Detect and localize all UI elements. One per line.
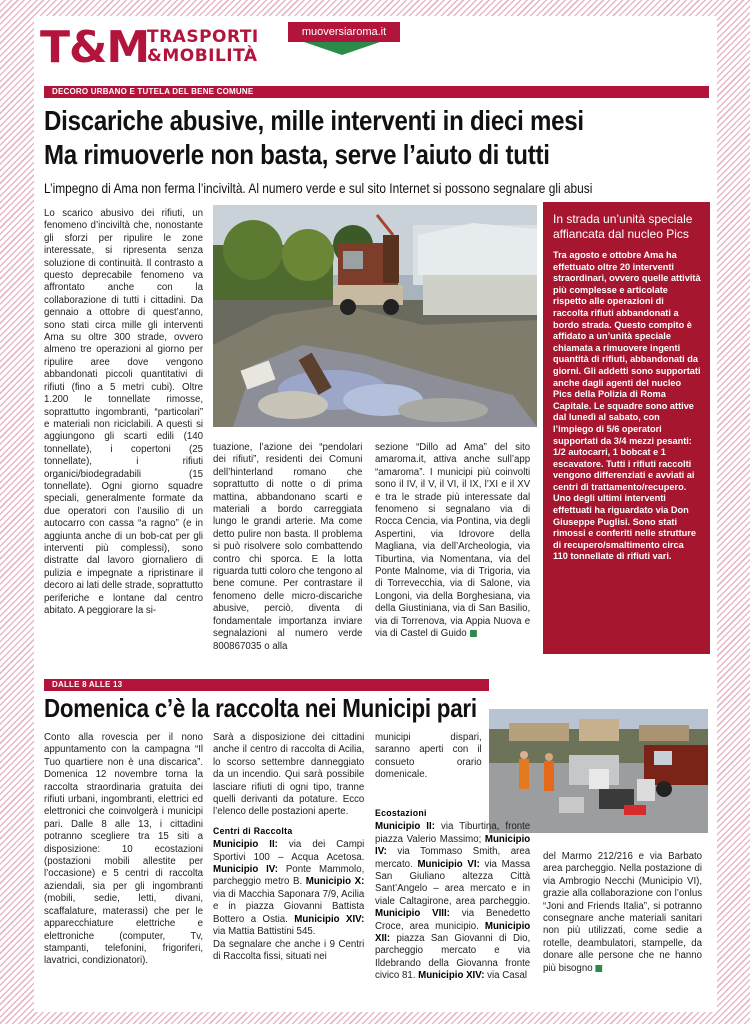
municipio-label: Municipio II: (213, 839, 278, 851)
dump-site-photo (213, 205, 537, 427)
article-column-2: tuazione, l’azione dei “pendolari dei rifiuti”, residenti dei Comuni dell’hinterland romano che soprattutto di notte o di prima mattina, abbandonano scarti e materiali a bordo carreggiata lungo le grandi arterie. Ma come detto pulire non basta. Il problema si può risolvere solo combattendo contro chi sporca. E la lotta riguarda tutti coloro che tengono al bene comune. Per contrastare il fenomeno delle micro-discariche abusive, perciò, diventa di fondamentale importanza inviare segnalazioni al numero verde 800867035 o alla (213, 442, 363, 652)
location-text: via dei Campi Sportivi 100 – Acqua Acetosa. (213, 839, 365, 863)
logo-mark: T&M (40, 22, 150, 73)
subhead-centri: Centri di Raccolta (213, 825, 293, 836)
sidebar-title: In strada un’unità speciale affiancata dal nucleo Pics (553, 212, 693, 241)
column-3-text: sezione “Dillo ad Ama” del sito amaroma.it, attiva anche sull’app “amaroma”. I municipi più coinvolti sono il IV, il V, il VI, il IX, l’XI e il XV e tra le strade più interessate dal fenomeno si segnalano via di Rocca Cencia, via Pontina, via degli Aspertini, via Idrovore della Magliana, via dell’Archeologia, via Tiburtina, via Nomentana, via del Ponte Malnome, via di Trigoria, via di Torrevecchia, via di Salone, via Longoni, via della Borghesiana, via della Giustiniana, via di San Basilio, via di Torrenova, via Appia Nuova e via di Castel di Guido (375, 442, 531, 640)
section-bar: DECORO URBANO E TUTELA DEL BENE COMUNE (44, 86, 709, 98)
article-title (44, 104, 612, 172)
end-square-icon (596, 965, 603, 972)
article-2-column-4 (543, 851, 702, 975)
column-4-text: del Marmo 212/216 e via Barbato area parcheggio. Nella postazione di via Ambrogio Necchi (Municipio VI), grazie alla collaborazione con l’onlus “Joni and Friends Italia”, si potranno consegnare anche materiali sanitari non più utilizzati, come sedie a rotelle, deambulatori, stampelle, da donare alle persone che ne hanno più bisogno (543, 851, 703, 974)
centri-list (213, 839, 364, 938)
title-line-2: Ma rimuoverle non basta, serve l’aiuto di tutti (44, 139, 550, 170)
logo-line-trasporti: TRASPORTI (147, 27, 259, 47)
section-bar-2: DALLE 8 ALLE 13 (44, 679, 489, 691)
end-square-icon (470, 630, 477, 637)
article-2-title: Domenica c’è la raccolta nei Municipi pari (44, 693, 477, 723)
article-2-column-3 (375, 732, 482, 782)
sidebar-text: Tra agosto e ottobre Ama ha effettuato oltre 20 interventi straordinari, ovvero quelle attività più complesse e articolate rispetto alle operazioni di raccolta rifiuti abbandonati a bordo strada. Questo compito è affidato a un’unità speciale chiamata a rimuovere ingenti quantità di rifiuti, abbandonati da giorni. Gli addetti sono supportati anche dagli agenti del nucleo Pics della Polizia di Roma Capitale. Le squadre sono attive dal lunedì al sabato, con l’impiego di 5/6 operatori supportati da 3/4 mezzi pesanti: 1/2 autocarri, 1 bobcat e 1 escavatore. Tutti i rifiuti raccolti vengono differenziati e avviati ai centri di trattamento/recupero. Uno degli ultimi interventi effettuati ha riguardato via Don Giuseppe Puglisi. Sono stati rimossi e conferiti nelle strutture di recupero/smaltimento circa 110 tonnellate di rifiuti vari. (553, 250, 701, 562)
location-text: via Massa San Giuliano altezza Città Sant’Angelo – area mercato e in viale Caltagirone, area parcheggio. (375, 858, 531, 907)
logo-line-mobilita: &MOBILITÀ (147, 46, 258, 66)
municipio-label: Municipio IV: (213, 864, 278, 876)
column-3-intro: municipi dispari, saranno aperti con il consueto orario domenicale. (375, 732, 482, 781)
location-text: via Tommaso Smith, area mercato. (375, 846, 531, 870)
location-text: via di Macchia Saponara 7/9, Acilia e in piazza Giovanni Battista Bottero a Ostia. (213, 888, 365, 925)
article-column-1: Lo scarico abusivo dei rifiuti, un fenomeno d’inciviltà che, nonostante gli sforzi per ripulire le zone interessate, si ripresenta senza soluzione di continuità. Il contrasto a questo deprecabile fenomeno va affrontato anche con la collaborazione di tutti i cittadini. Da gennaio a ottobre di quest’anno, sono stati circa mille gli interventi Ama su oltre 300 strade, ovvero almeno tre operazioni al giorno per ripulire aree dove vengono abbandonati piccoli quantitativi di rifiuti (fino a 5 metri cubi). Oltre 1.200 le tonnellate rimosse, soprattutto ingombranti, “particolari” e materiali non riciclabili. A questi si aggiungono gli scarti edili (140 tonnellate), i copertoni (25 tonnellate), i rifiuti organici/biodegradabili (15 tonnellate). Ogni giorno squadre speciali, generalmente formate da due operatori con l’ausilio di un autocarro con cassa “a ragno” (e in aggiunta anche di un bob-cat per gli interventi più complessi), sono distratte dal lavoro giornaliero di pulizia e impegnate a ripristinare il decoro ai lati delle strade, soprattutto periferiche e lontane dal centro abitato. A peggiorare la si- (44, 208, 204, 616)
location-text: via Casal (484, 970, 528, 982)
article-subtitle: L’impegno di Ama non ferma l’inciviltà. Al numero verde e sul sito Internet si possono segnalare gli abusi (44, 180, 593, 196)
green-triangle-icon (304, 42, 380, 55)
column-2-end: Da segnalare che anche i 9 Centri di Raccolta fissi, situati nei (213, 938, 365, 962)
municipio-label: Municipio IV: (375, 833, 531, 858)
article-2-column-3-list (375, 801, 530, 983)
municipio-label: Municipio XIV: (294, 913, 365, 925)
article-2-column-1: Conto alla rovescia per il nono appuntamento con la campagna “Il Tuo quartiere non è una discarica”. Domenica 12 novembre torna la raccolta straordinaria gratuita dei rifiuti urbani, ingombranti, elettrici ed elettronici che coinvolgerà i municipi pari. Dalle 8 alle 13, i cittadini potranno scegliere tra 15 siti a disposizione: 10 ecostazioni (postazioni mobili allestite per l’occasione) e 5 centri di raccolta aziendali, sia per gli ingombranti (mobili, sedie, letti, divani, scaffalature, materassi) che per le apparecchiature elettriche e elettroniche (computer, Tv, stampanti, telefonini, frigoriferi, lavatrici, condizionatori). (44, 732, 204, 967)
subhead-ecostazioni: Ecostazioni (375, 808, 427, 818)
article-2-column-2 (213, 732, 364, 963)
column-2-intro: Sarà a disposizione dei cittadini anche il centro di raccolta di Acilia, lo scorso settembre danneggiato da un incendio. Qui sarà possibile lasciare rifiuti di ogni tipo, tranne quelli derivanti da potature. Ecco l’elenco delle postazioni aperte. (213, 732, 365, 818)
municipio-label: Municipio XII: (375, 920, 531, 945)
location-text: piazza San Giovanni di Dio, parcheggio mercato e via Ildebrando della Giovanna fronte civico 81. (375, 933, 531, 982)
location-text: via Benedetto Croce, area municipio. (375, 908, 531, 932)
site-url-label[interactable]: muoversiaroma.it (288, 22, 400, 42)
location-text: Ponte Mammolo, parcheggio metro B. (213, 864, 365, 888)
location-text: via Tiburtina, fronte piazza Valerio Massimo; (375, 821, 531, 845)
sidebar-box (543, 202, 710, 654)
municipio-label: Municipio II: (375, 821, 435, 833)
title-line-1: Discariche abusive, mille interventi in dieci mesi (44, 105, 584, 136)
tm-logo (40, 22, 280, 74)
ecostazioni-list (375, 821, 530, 982)
location-text: via Mattia Battistini 545. (213, 926, 316, 938)
municipio-label: Municipio X: (305, 876, 365, 888)
municipio-label: Municipio VI: (417, 858, 480, 870)
municipio-label: Municipio VIII: (375, 908, 450, 920)
article-column-3 (375, 442, 530, 641)
municipio-label: Municipio XIV: (418, 970, 485, 982)
newspaper-page (34, 16, 717, 1012)
